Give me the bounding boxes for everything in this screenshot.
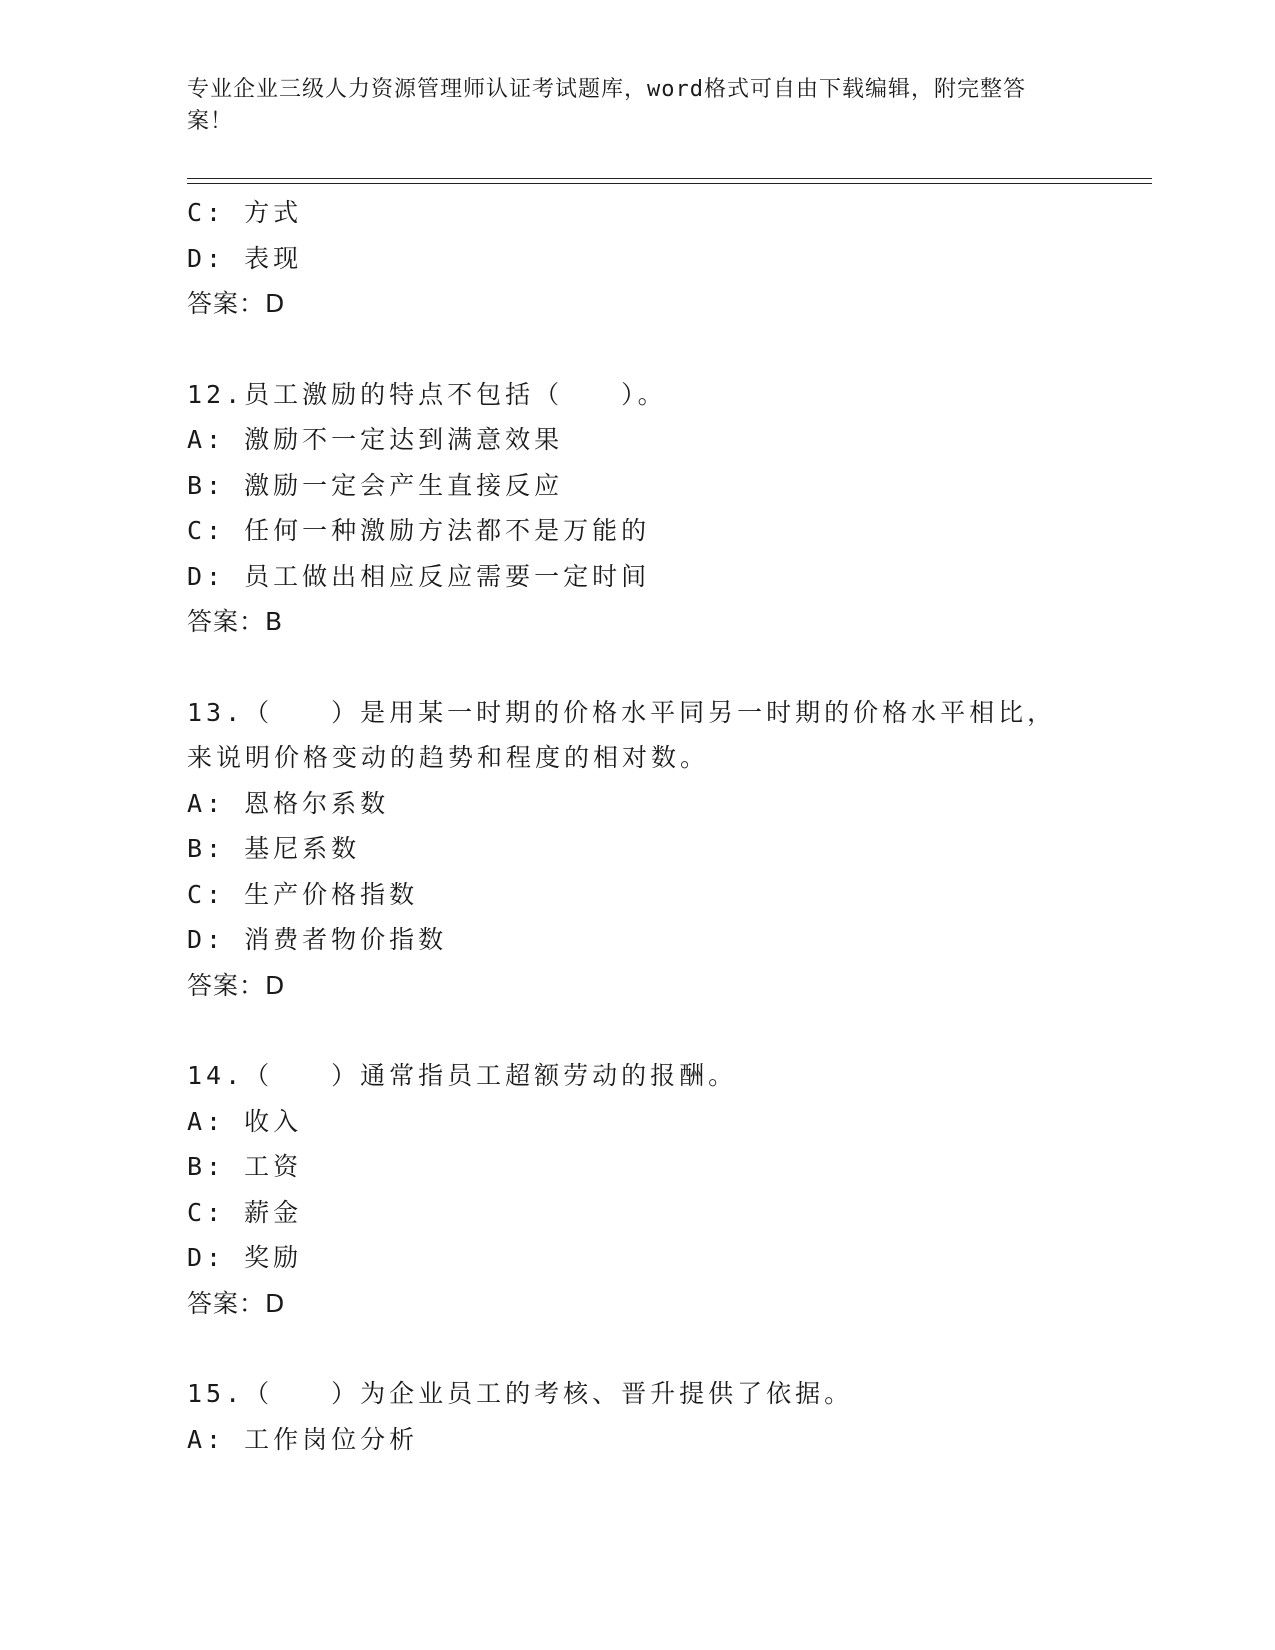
option: A: 恩格尔系数 <box>187 788 390 818</box>
answer: 答案：D <box>187 289 286 318</box>
question-block <box>187 190 1087 327</box>
answer: 答案：B <box>187 607 284 636</box>
question-block <box>187 1053 1087 1326</box>
question-text: 12.员工激励的特点不包括（ ）。 <box>187 379 667 409</box>
question-block <box>187 1371 1087 1462</box>
question-text: 13.（ ）是用某一时期的价格水平同另一时期的价格水平相比，来说明价格变动的趋势和程度的相对数。 <box>187 697 1057 772</box>
option: C: 方式 <box>187 198 303 227</box>
option: C: 生产价格指数 <box>187 879 419 909</box>
option: A: 工作岗位分析 <box>187 1424 419 1454</box>
option: C: 任何一种激励方法都不是万能的 <box>187 516 651 545</box>
option: D: 员工做出相应反应需要一定时间 <box>187 561 651 591</box>
option: B: 基尼系数 <box>187 834 361 863</box>
header-rule-top <box>187 178 1152 179</box>
option: D: 表现 <box>187 243 303 273</box>
option: B: 激励一定会产生直接反应 <box>187 470 564 500</box>
question-block <box>187 690 1087 1009</box>
option: A: 收入 <box>187 1106 303 1136</box>
option: C: 薪金 <box>187 1197 303 1227</box>
option: B: 工资 <box>187 1152 303 1181</box>
header-rule-bottom <box>187 183 1152 184</box>
document-body <box>187 190 1087 1462</box>
option: D: 奖励 <box>187 1243 303 1272</box>
question-text: 14.（ ）通常指员工超额劳动的报酬。 <box>187 1061 738 1090</box>
option: A: 激励不一定达到满意效果 <box>187 425 564 454</box>
question-block <box>187 372 1087 645</box>
page-header <box>187 74 1067 138</box>
option: D: 消费者物价指数 <box>187 925 448 954</box>
answer: 答案：D <box>187 1288 286 1318</box>
header-text: 专业企业三级人力资源管理师认证考试题库，word格式可自由下载编辑，附完整答案！ <box>187 77 1026 134</box>
question-text: 15.（ ）为企业员工的考核、晋升提供了依据。 <box>187 1379 854 1408</box>
answer: 答案：D <box>187 970 286 1000</box>
